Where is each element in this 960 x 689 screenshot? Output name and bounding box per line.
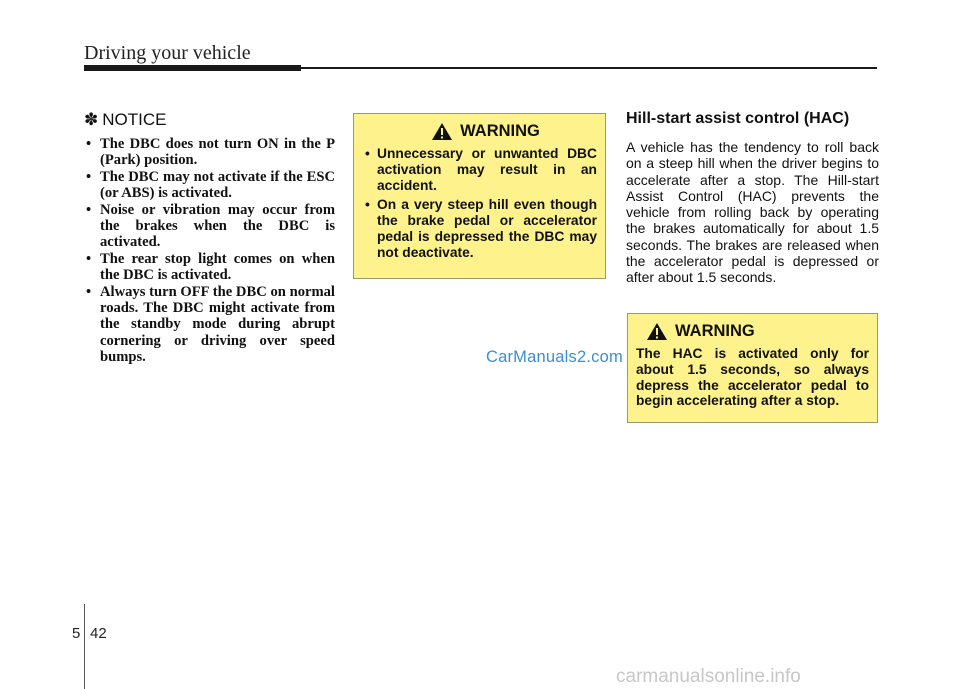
chapter-number: 5 <box>72 625 81 642</box>
section-title: Driving your vehicle <box>84 42 251 64</box>
watermark-link[interactable]: CarManuals2.com <box>486 348 623 366</box>
hac-warning-text: The HAC is activated only for about 1.5 seconds, so always depress the accelerator pedal to begin accelerating after a stop. <box>636 346 869 409</box>
page-number: 42 <box>90 625 107 642</box>
dbc-warning-heading: WARNING <box>460 122 540 140</box>
header-rule-thick <box>84 65 301 71</box>
dbc-warning-item: • Unnecessary or unwanted DBC activation may result in an accident. <box>365 146 597 193</box>
notice-item: • Always turn OFF the DBC on normal roads. The DBC might activate from the standby mode during abrupt cornering or driving over speed bumps. <box>86 283 335 366</box>
footer-divider <box>84 604 85 689</box>
warning-triangle-icon <box>646 322 668 341</box>
notice-list <box>84 136 335 366</box>
warning-triangle-icon <box>431 122 453 141</box>
notice-heading-label: NOTICE <box>102 110 167 129</box>
hac-warning-header <box>646 322 869 341</box>
notice-item: • The rear stop light comes on when the DBC is activated. <box>86 250 335 284</box>
notice-item: • The DBC may not activate if the ESC (or ABS) is activated. <box>86 168 335 202</box>
dbc-warning-list <box>364 146 597 261</box>
notice-item: • The DBC does not turn ON in the P (Park) position. <box>86 136 335 169</box>
notice-star-icon: ✽ <box>84 110 99 129</box>
dbc-warning-header <box>374 122 597 141</box>
dbc-warning-item: • On a very steep hill even though the brake pedal or accelerator pedal is depressed the DBC may not deactivate. <box>365 197 597 260</box>
header-rule-thin <box>301 67 877 69</box>
site-watermark: carmanualsonline.info <box>616 666 801 687</box>
notice-item: • Noise or vibration may occur from the brakes when the DBC is activated. <box>86 201 335 251</box>
hac-body: A vehicle has the tendency to roll back on a steep hill when the driver begins to accelerate after a stop. The Hill-start Assist Control (HAC) prevents the vehicle from rolling back by operating the brakes automatically for about 1.5 seconds. The brakes are released when the accelerator pedal is depressed or after about 1.5 seconds. <box>626 139 879 286</box>
hac-warning-heading: WARNING <box>675 322 755 340</box>
hac-warning-box <box>627 313 878 423</box>
notice-heading <box>84 110 166 130</box>
dbc-warning-box <box>353 113 606 279</box>
hac-title: Hill-start assist control (HAC) <box>626 110 850 127</box>
